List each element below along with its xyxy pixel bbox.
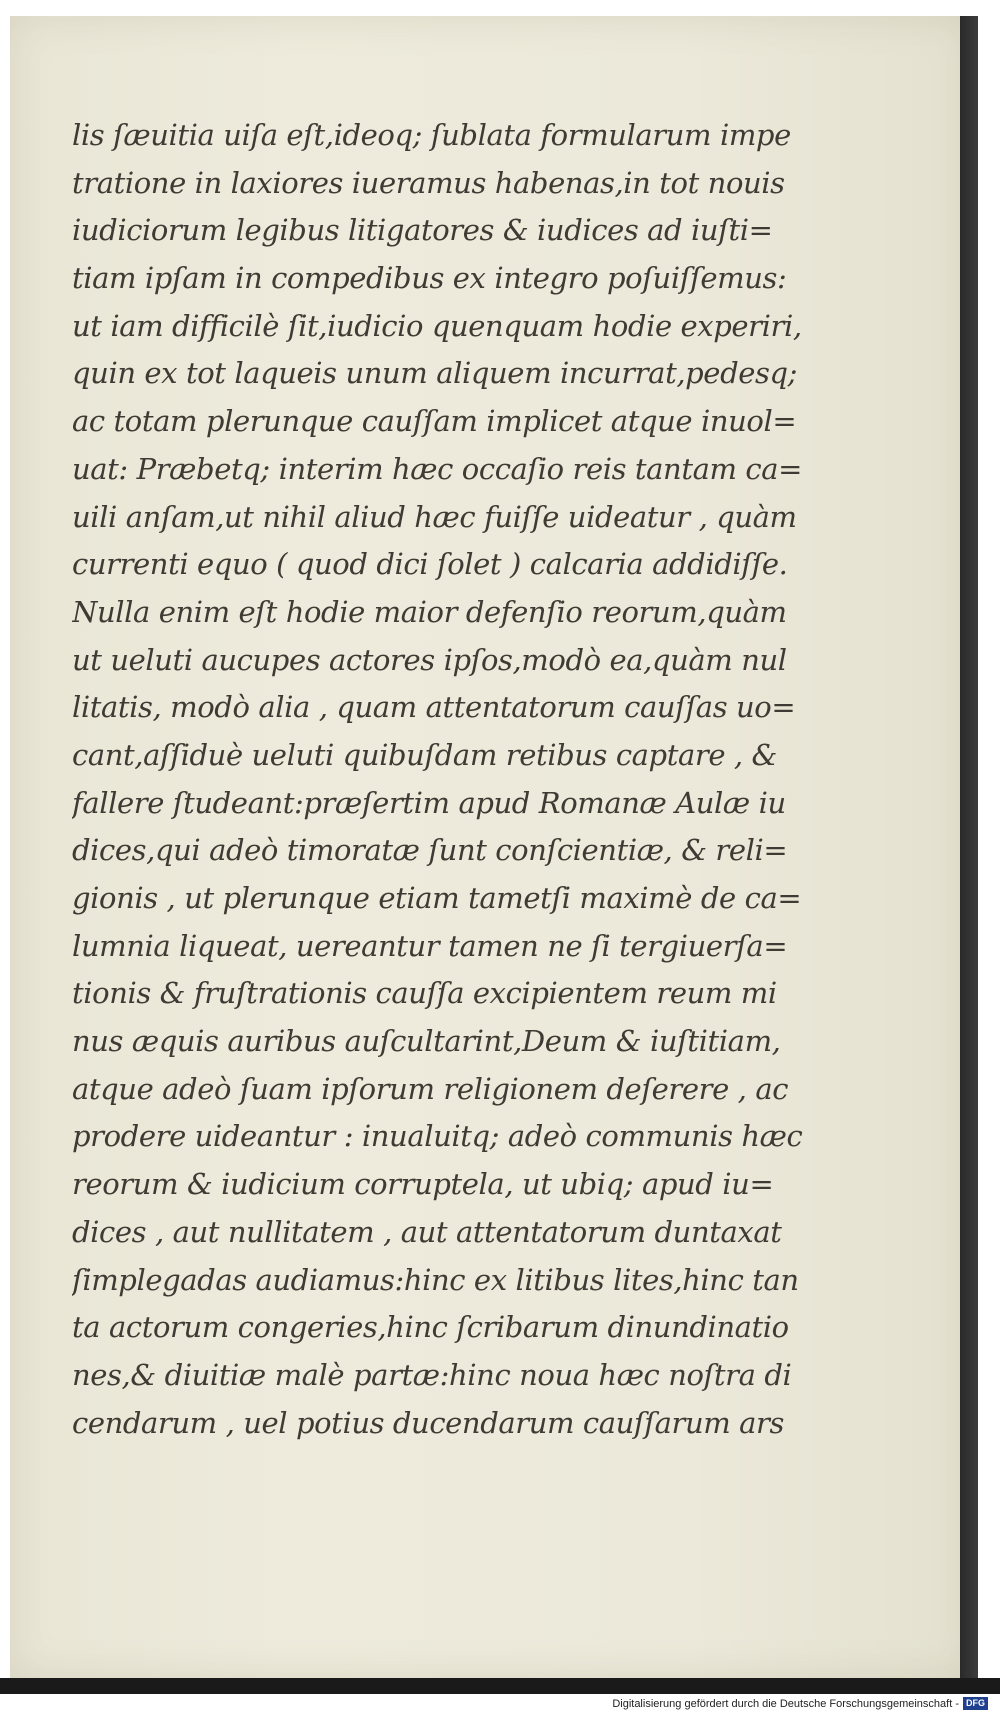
- text-line: quin ex tot laqueis unum aliquem incurrat,pedesq;: [72, 356, 798, 391]
- text-line: uat: Præbetq; interim hæc occaſio reis tantam ca=: [72, 451, 803, 486]
- text-line: tiam ipſam in compedibus ex integro poſuiſſemus:: [72, 261, 787, 296]
- text-line: atque adeò ſuam ipſorum religionem deſerere , ac: [72, 1071, 789, 1106]
- text-line: ta actorum congeries,hinc ſcribarum dinundinatio: [72, 1310, 789, 1345]
- text-line: cendarum , uel potius ducendarum cauſſarum ars: [72, 1405, 784, 1440]
- text-line: tionis & fruſtrationis cauſſa excipientem reum mi: [72, 976, 777, 1011]
- text-line: ſimplegadas audiamus:hinc ex litibus lites,hinc tan: [72, 1262, 799, 1297]
- text-line: reorum & iudicium corruptela, ut ubiq; apud iu=: [72, 1167, 774, 1202]
- text-line: gionis , ut plerunque etiam tametſi maximè de ca=: [72, 881, 802, 915]
- text-line: cant,aſſiduè ueluti quibuſdam retibus captare , &: [72, 737, 777, 772]
- text-line: dices,qui adeò timoratæ ſunt conſcientiæ, & reli=: [72, 833, 788, 868]
- text-line: lis ſæuitia uiſa eſt,ideoq; ſublata formularum impe: [72, 118, 791, 152]
- text-line: Nulla enim eſt hodie maior defenſio reorum,quàm: [72, 594, 787, 629]
- scan-bottom-border: [0, 1678, 1000, 1694]
- text-line: nus æquis auribus auſcultarint,Deum & iuſtitiam,: [72, 1024, 781, 1059]
- digitization-credit: [612, 1697, 988, 1710]
- text-block: [72, 112, 812, 1447]
- text-line: iudiciorum legibus litigatores & iudices ad iuſti=: [72, 213, 773, 248]
- text-line: nes,& diuitiæ malè partæ:hinc noua hæc noſtra di: [72, 1357, 792, 1392]
- text-line: litatis, modò alia , quam attentatorum cauſſas uo=: [72, 690, 796, 725]
- text-line: lumnia liqueat, uereantur tamen ne ſi tergiuerſa=: [72, 928, 788, 963]
- text-line: prodere uideantur : inualuitq; adeò communis hæc: [72, 1119, 803, 1154]
- text-line: tratione in laxiores iueramus habenas,in tot nouis: [72, 165, 785, 200]
- text-line: ut ueluti aucupes actores ipſos,modò ea,quàm nul: [72, 642, 787, 677]
- text-line: fallere ſtudeant:præſertim apud Romanæ Aulæ iu: [72, 785, 786, 820]
- page-edge-shadow: [960, 16, 978, 1678]
- text-line: currenti equo ( quod dici ſolet ) calcaria addidiſſe.: [72, 547, 788, 582]
- text-line: dices , aut nullitatem , aut attentatorum duntaxat: [72, 1214, 782, 1249]
- dfg-logo: DFG: [963, 1697, 988, 1710]
- text-line: uili anſam,ut nihil aliud hæc fuiſſe uideatur , quàm: [72, 499, 797, 534]
- credit-text: Digitalisierung gefördert durch die Deutsche Forschungsgemeinschaft -: [612, 1697, 959, 1710]
- text-line: ut iam difficilè ſit,iudicio quenquam hodie experiri,: [72, 308, 802, 343]
- text-line: ac totam plerunque cauſſam implicet atque inuol=: [72, 404, 797, 439]
